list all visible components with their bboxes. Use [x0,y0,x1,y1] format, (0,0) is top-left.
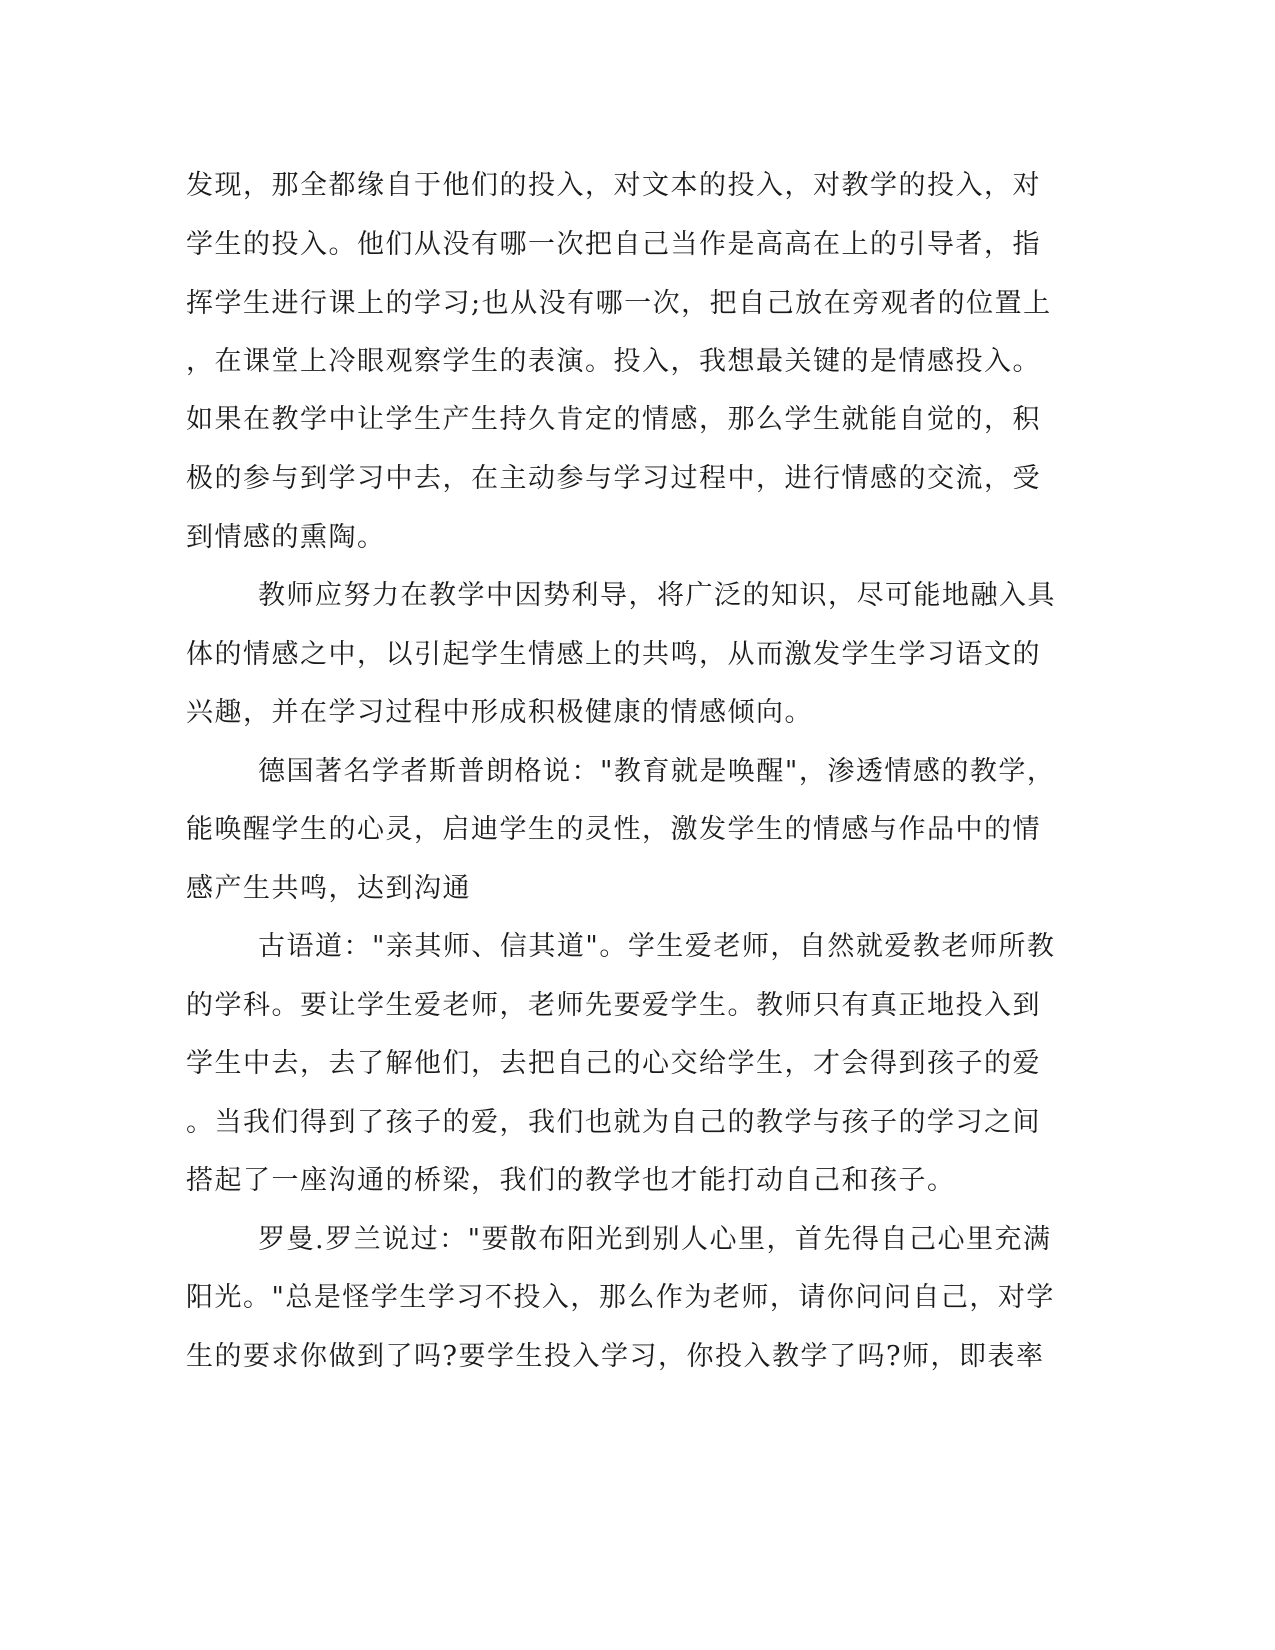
text-line: 能唤醒学生的心灵，启迪学生的灵性，激发学生的情感与作品中的情 [186,814,1041,845]
text-line: 发现，那全都缘自于他们的投入，对文本的投入，对教学的投入，对 [186,170,1041,201]
text-line: 生的要求你做到了吗?要学生投入学习，你投入教学了吗?师，即表率 [186,1341,1045,1372]
text-line: 学生中去，去了解他们，去把自己的心交给学生，才会得到孩子的爱 [186,1048,1041,1079]
text-line: 学生的投入。他们从没有哪一次把自己当作是高高在上的引导者，指 [186,229,1041,260]
text-line: 如果在教学中让学生产生持久肯定的情感，那么学生就能自觉的，积 [186,404,1041,435]
text-line: 兴趣，并在学习过程中形成积极健康的情感倾向。 [186,697,813,728]
text-line: 极的参与到学习中去，在主动参与学习过程中，进行情感的交流，受 [186,463,1041,494]
paragraph-first-line: 教师应努力在教学中因势利导，将广泛的知识，尽可能地融入具 [258,580,1056,611]
text-line: 感产生共鸣，达到沟通 [186,873,471,904]
text-line: 到情感的熏陶。 [186,522,386,553]
text-line: 体的情感之中，以引起学生情感上的共鸣，从而激发学生学习语文的 [186,639,1041,670]
text-line: 阳光。"总是怪学生学习不投入，那么作为老师，请你问问自己，对学 [186,1282,1055,1313]
paragraph-first-line: 罗曼.罗兰说过："要散布阳光到别人心里，首先得自己心里充满 [258,1224,1052,1255]
text-line: 挥学生进行课上的学习;也从没有哪一次，把自己放在旁观者的位置上 [186,288,1052,319]
text-line: ，在课堂上冷眼观察学生的表演。投入，我想最关键的是情感投入。 [186,346,1041,377]
text-line: 搭起了一座沟通的桥梁，我们的教学也才能打动自己和孩子。 [186,1165,956,1196]
paragraph-first-line: 德国著名学者斯普朗格说："教育就是唤醒"，渗透情感的教学， [258,756,1056,787]
paragraph-first-line: 古语道："亲其师、信其道"。学生爱老师，自然就爱教老师所教 [258,931,1056,962]
text-line: 的学科。要让学生爱老师，老师先要爱学生。教师只有真正地投入到 [186,990,1041,1021]
text-line: 。当我们得到了孩子的爱，我们也就为自己的教学与孩子的学习之间 [186,1107,1041,1138]
